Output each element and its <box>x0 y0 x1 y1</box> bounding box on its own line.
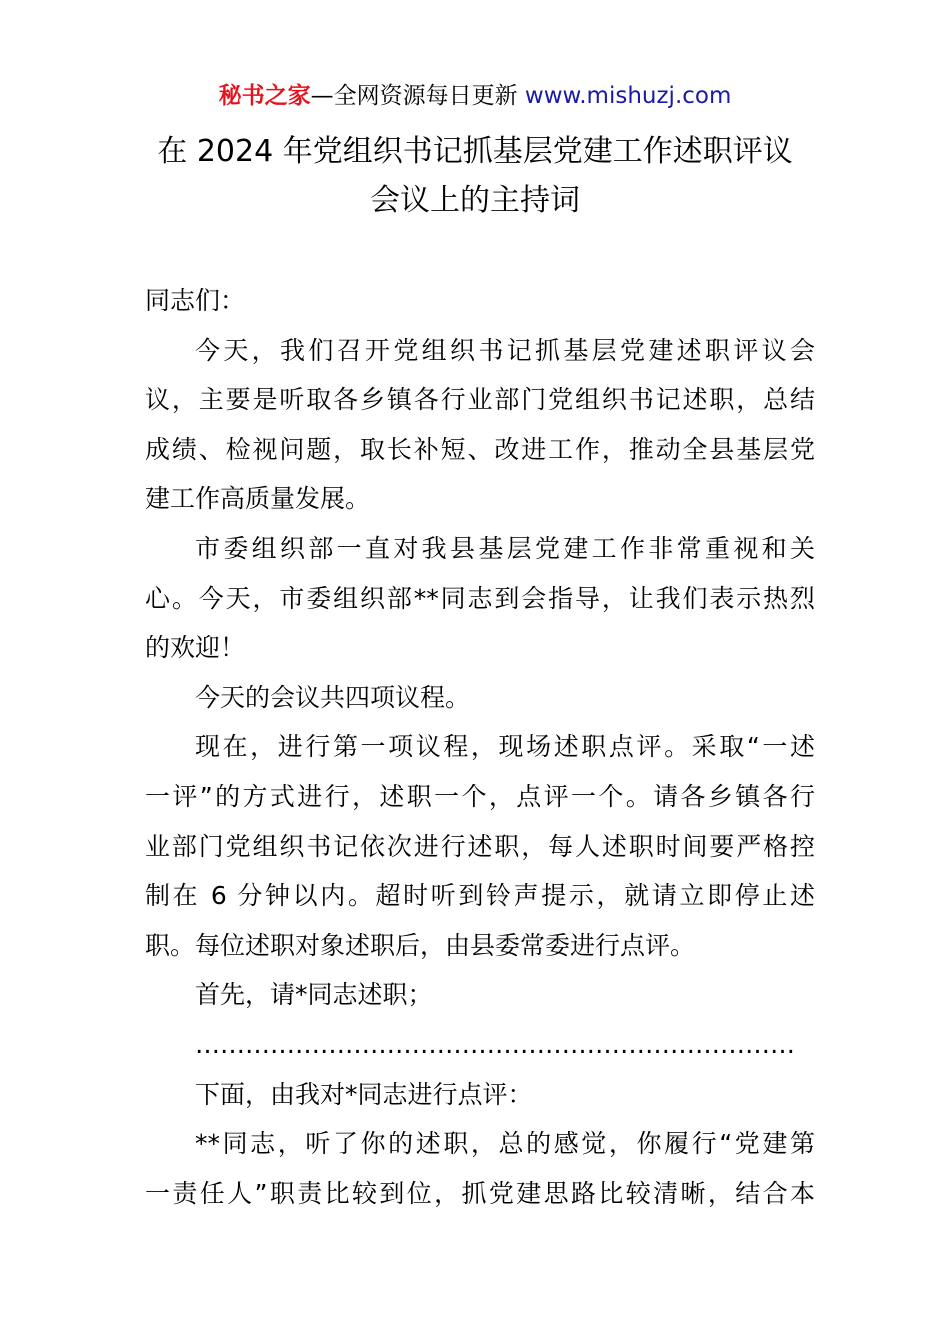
site-url-link[interactable]: www.mishuzj.com <box>524 83 732 109</box>
ellipsis-line: ……………………………………………………………… <box>195 1029 795 1059</box>
site-brand: 秘书之家 <box>218 83 311 109</box>
paragraph-line: 今天，我们召开党组织书记抓基层党建述职评议会 <box>195 335 815 365</box>
site-header <box>0 80 950 112</box>
paragraph-line: 业部门党组织书记依次进行述职，每人述职时间要严格控 <box>145 831 815 861</box>
paragraph-line: 首先，请*同志述职； <box>195 980 433 1010</box>
site-tagline: —全网资源每日更新 <box>310 83 525 109</box>
paragraph-line: 市委组织部一直对我县基层党建工作非常重视和关 <box>195 533 815 563</box>
title-line-1: 在 2024 年党组织书记抓基层党建工作述职评议 <box>157 134 793 169</box>
paragraph-line: **同志，听了你的述职，总的感觉，你履行“党建第 <box>195 1129 815 1159</box>
paragraph-line: 现在，进行第一项议程，现场述职点评。采取“一述 <box>195 732 815 762</box>
paragraph-line: 心。今天，市委组织部**同志到会指导，让我们表示热烈 <box>145 583 815 613</box>
document-title <box>100 127 850 225</box>
paragraph-line: 下面，由我对*同志进行点评： <box>195 1079 533 1109</box>
paragraph-line: 一责任人”职责比较到位，抓党建思路比较清晰，结合本 <box>145 1178 815 1208</box>
paragraph-line: 今天的会议共四项议程。 <box>195 682 471 712</box>
paragraph-line: 议，主要是听取各乡镇各行业部门党组织书记述职，总结 <box>145 385 815 415</box>
paragraph-line: 制在 6 分钟以内。超时听到铃声提示，就请立即停止述 <box>145 881 815 911</box>
paragraph-line: 职。每位述职对象述职后，由县委常委进行点评。 <box>145 930 696 960</box>
paragraph-line: 建工作高质量发展。 <box>145 484 371 514</box>
document-body <box>145 276 815 1218</box>
paragraph-line: 成绩、检视问题，取长补短、改进工作，推动全县基层党 <box>145 434 815 464</box>
paragraph-line: 一评”的方式进行，述职一个，点评一个。请各乡镇各行 <box>145 781 815 811</box>
paragraph-line: 的欢迎！ <box>145 633 246 663</box>
title-line-2: 会议上的主持词 <box>370 183 580 218</box>
salutation: 同志们： <box>145 286 246 315</box>
